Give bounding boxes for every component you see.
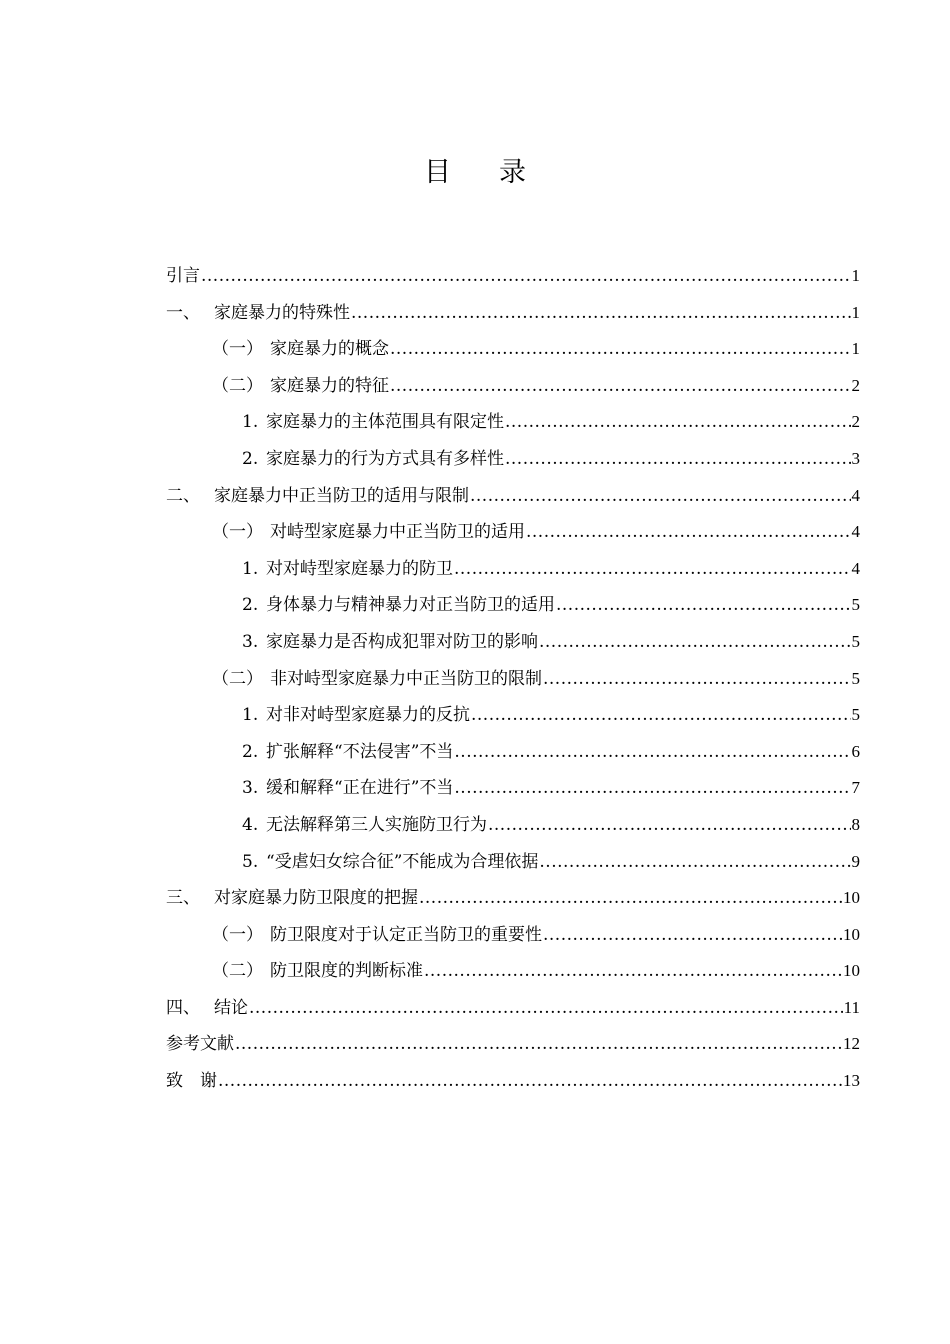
toc-entry-page-number: 1 bbox=[851, 302, 860, 322]
dot-leader bbox=[471, 697, 851, 734]
dot-leader bbox=[526, 514, 851, 551]
toc-entry-number: （一） bbox=[212, 522, 263, 543]
toc-entry-page-number: 9 bbox=[851, 851, 860, 871]
dot-leader bbox=[390, 368, 851, 405]
toc-entry[interactable] bbox=[166, 331, 860, 368]
toc-entry-number: 5. bbox=[242, 851, 259, 872]
toc-entry-label: 家庭暴力的特殊性 bbox=[214, 302, 350, 323]
toc-entry-label: “受虐妇女综合征”不能成为合理依据 bbox=[266, 851, 539, 872]
toc-entry[interactable] bbox=[166, 624, 860, 661]
toc-entry-number: 4. bbox=[242, 814, 259, 835]
dot-leader bbox=[351, 295, 851, 332]
toc-entry[interactable] bbox=[166, 1063, 860, 1100]
toc-entry[interactable] bbox=[166, 404, 860, 441]
dot-leader bbox=[539, 844, 850, 881]
dot-leader bbox=[539, 624, 851, 661]
toc-entry-number: 三、 bbox=[166, 888, 200, 909]
toc-entry[interactable] bbox=[166, 478, 860, 515]
toc-entry[interactable] bbox=[166, 697, 860, 734]
toc-entry[interactable] bbox=[166, 880, 860, 917]
toc-entry-page-number: 3 bbox=[851, 448, 860, 468]
toc-entry[interactable] bbox=[166, 770, 860, 807]
dot-leader bbox=[454, 734, 850, 771]
toc-entry[interactable] bbox=[166, 734, 860, 771]
dot-leader bbox=[556, 587, 851, 624]
page-title bbox=[0, 150, 950, 189]
toc-entry-label: 缓和解释“正在进行”不当 bbox=[266, 778, 454, 799]
toc-entry-label: 对对峙型家庭暴力的防卫 bbox=[266, 558, 453, 579]
toc-entry-page-number: 11 bbox=[843, 997, 860, 1017]
toc-entry-page-number: 5 bbox=[851, 668, 860, 688]
toc-entry-label: 家庭暴力是否构成犯罪对防卫的影响 bbox=[266, 631, 538, 652]
dot-leader bbox=[249, 990, 843, 1027]
dot-leader bbox=[543, 661, 851, 698]
toc-entry-label: 致 谢 bbox=[166, 1071, 217, 1092]
toc-entry-label: 结论 bbox=[214, 997, 248, 1018]
dot-leader bbox=[235, 1026, 842, 1063]
toc-entry-page-number: 13 bbox=[843, 1071, 860, 1091]
table-of-contents bbox=[166, 258, 860, 1100]
dot-leader bbox=[454, 551, 851, 588]
toc-entry-page-number: 6 bbox=[851, 741, 860, 761]
toc-entry-page-number: 10 bbox=[843, 888, 860, 908]
dot-leader bbox=[543, 917, 842, 954]
toc-entry[interactable] bbox=[166, 807, 860, 844]
toc-entry[interactable] bbox=[166, 844, 860, 881]
dot-leader bbox=[201, 258, 851, 295]
toc-entry-number: 2. bbox=[242, 741, 259, 762]
toc-entry-label: 引言 bbox=[166, 266, 200, 286]
toc-entry-page-number: 8 bbox=[851, 814, 860, 834]
toc-entry[interactable] bbox=[166, 441, 860, 478]
toc-entry-number: 1. bbox=[242, 412, 259, 433]
toc-entry-label: 对家庭暴力防卫限度的把握 bbox=[214, 888, 418, 909]
toc-entry-label: 对非对峙型家庭暴力的反抗 bbox=[266, 705, 470, 726]
toc-entry[interactable] bbox=[166, 953, 860, 990]
toc-entry[interactable] bbox=[166, 295, 860, 332]
dot-leader bbox=[218, 1063, 842, 1100]
toc-entry[interactable] bbox=[166, 1026, 860, 1063]
toc-entry-number: 1. bbox=[242, 558, 259, 579]
toc-entry-page-number: 1 bbox=[851, 266, 860, 285]
toc-entry-label: 家庭暴力的特征 bbox=[270, 375, 389, 396]
toc-entry-label: 非对峙型家庭暴力中正当防卫的限制 bbox=[270, 668, 542, 689]
toc-entry-page-number: 2 bbox=[851, 375, 860, 395]
toc-entry-label: 参考文献 bbox=[166, 1034, 234, 1055]
toc-entry[interactable] bbox=[166, 917, 860, 954]
title-char-2: 录 bbox=[499, 157, 526, 188]
toc-entry[interactable] bbox=[166, 258, 860, 295]
toc-entry-number: （一） bbox=[212, 339, 263, 360]
dot-leader bbox=[488, 807, 851, 844]
toc-entry-page-number: 5 bbox=[851, 705, 860, 725]
toc-entry-label: 家庭暴力的主体范围具有限定性 bbox=[266, 412, 504, 433]
toc-entry-number: 二、 bbox=[166, 485, 200, 506]
toc-entry-page-number: 2 bbox=[851, 412, 860, 432]
toc-entry[interactable] bbox=[166, 368, 860, 405]
dot-leader bbox=[470, 478, 851, 515]
toc-entry[interactable] bbox=[166, 990, 860, 1027]
toc-entry[interactable] bbox=[166, 661, 860, 698]
toc-entry-number: 一、 bbox=[166, 302, 200, 323]
toc-entry-label: 防卫限度对于认定正当防卫的重要性 bbox=[270, 924, 542, 945]
toc-entry-number: 1. bbox=[242, 705, 259, 726]
toc-entry-label: 扩张解释“不法侵害”不当 bbox=[266, 741, 454, 762]
toc-entry-number: （二） bbox=[212, 668, 263, 689]
dot-leader bbox=[505, 404, 851, 441]
toc-entry-label: 家庭暴力的概念 bbox=[270, 339, 389, 360]
dot-leader bbox=[390, 331, 851, 368]
toc-entry-page-number: 10 bbox=[843, 961, 860, 981]
toc-entry-page-number: 12 bbox=[843, 1034, 860, 1054]
toc-entry-number: 3. bbox=[242, 778, 259, 799]
toc-entry-number: （二） bbox=[212, 961, 263, 982]
toc-entry[interactable] bbox=[166, 514, 860, 551]
toc-entry-page-number: 1 bbox=[851, 339, 860, 359]
toc-entry-label: 无法解释第三人实施防卫行为 bbox=[266, 814, 487, 835]
dot-leader bbox=[505, 441, 851, 478]
toc-entry-number: 2. bbox=[242, 595, 259, 616]
toc-entry-page-number: 10 bbox=[843, 924, 860, 944]
toc-entry-page-number: 4 bbox=[851, 485, 860, 505]
toc-entry[interactable] bbox=[166, 587, 860, 624]
toc-entry[interactable] bbox=[166, 551, 860, 588]
toc-entry-number: 四、 bbox=[166, 997, 200, 1018]
toc-entry-label: 家庭暴力中正当防卫的适用与限制 bbox=[214, 485, 469, 506]
toc-entry-page-number: 5 bbox=[851, 595, 860, 615]
toc-entry-number: 2. bbox=[242, 448, 259, 469]
toc-entry-label: 身体暴力与精神暴力对正当防卫的适用 bbox=[266, 595, 555, 616]
title-char-1: 目 bbox=[424, 157, 451, 188]
toc-entry-number: 3. bbox=[242, 631, 259, 652]
dot-leader bbox=[454, 770, 850, 807]
toc-entry-label: 对峙型家庭暴力中正当防卫的适用 bbox=[270, 522, 525, 543]
toc-entry-number: （一） bbox=[212, 924, 263, 945]
toc-entry-page-number: 7 bbox=[851, 778, 860, 798]
toc-entry-number: （二） bbox=[212, 375, 263, 396]
toc-entry-page-number: 5 bbox=[851, 631, 860, 651]
dot-leader bbox=[424, 953, 842, 990]
toc-entry-label: 家庭暴力的行为方式具有多样性 bbox=[266, 448, 504, 469]
dot-leader bbox=[419, 880, 842, 917]
toc-entry-page-number: 4 bbox=[851, 522, 860, 542]
toc-entry-page-number: 4 bbox=[851, 558, 860, 578]
toc-entry-label: 防卫限度的判断标准 bbox=[270, 961, 423, 982]
